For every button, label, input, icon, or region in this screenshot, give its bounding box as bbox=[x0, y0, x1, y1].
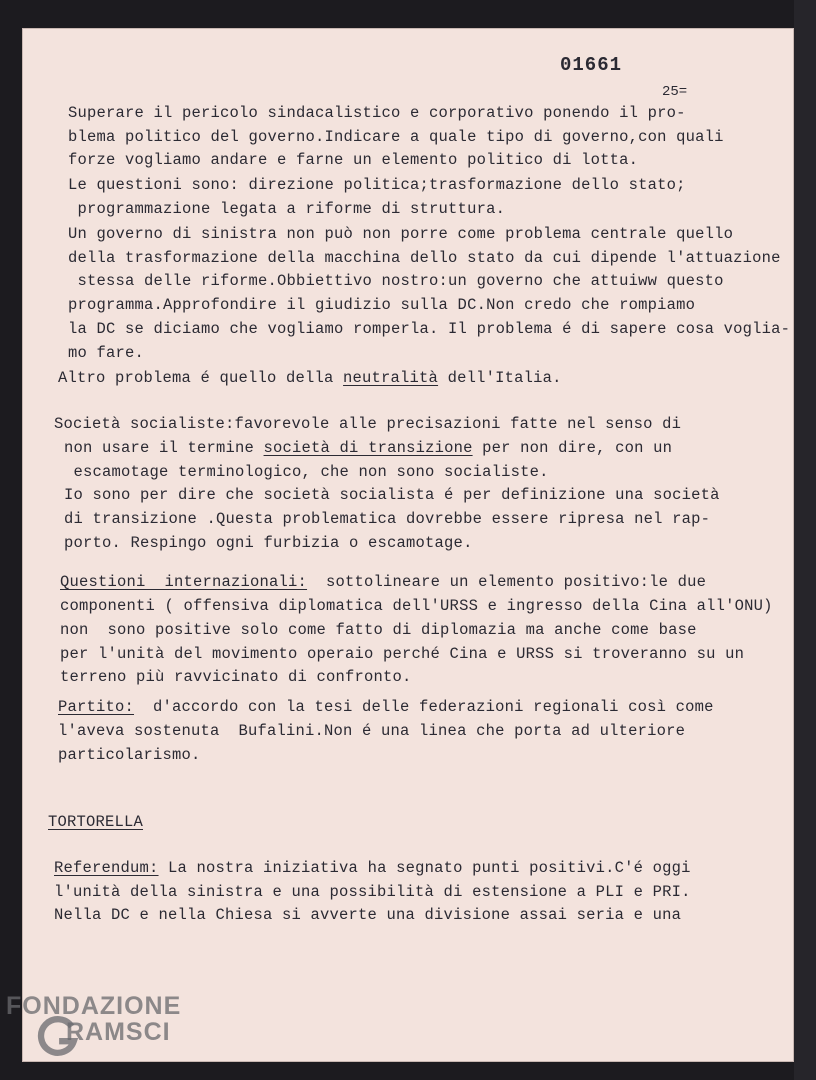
text-line: stessa delle riforme.Obbiettivo nostro:un governo che attuiww questo bbox=[68, 272, 724, 290]
text-line: l'aveva sostenuta Bufalini.Non é una linea che porta ad ulteriore bbox=[58, 722, 686, 740]
underlined-term: neutralità bbox=[343, 369, 439, 387]
text-line: escamotage terminologico, che non sono socialiste. bbox=[64, 463, 549, 481]
underlined-term: società di transizione bbox=[263, 439, 473, 457]
text-line: Società socialiste:favorevole alle precisazioni fatte nel senso di bbox=[54, 415, 682, 433]
text-line: terreno più ravvicinato di confronto. bbox=[60, 668, 412, 686]
text-line: della trasformazione della macchina dello stato da cui dipende l'attuazione bbox=[68, 249, 781, 267]
text-line: la DC se diciamo che vogliamo romperla. Il problema é di sapere cosa voglia- bbox=[68, 320, 791, 338]
text-line: porto. Respingo ogni furbizia o escamotage. bbox=[64, 534, 473, 552]
speaker-heading: TORTORELLA bbox=[48, 813, 144, 831]
text-line: Nella DC e nella Chiesa si avverte una divisione assai seria e una bbox=[54, 906, 682, 924]
text-line: per l'unità del movimento operaio perché Cina e URSS si troveranno su un bbox=[60, 645, 745, 663]
text-line: di transizione .Questa problematica dovrebbe essere ripresa nel rap- bbox=[64, 510, 711, 528]
text-line: non usare il termine società di transizione per non dire, con un bbox=[64, 439, 673, 457]
text-line: forze vogliamo andare e farne un elemento politico di lotta. bbox=[68, 151, 639, 169]
text-line: programmazione legata a riforme di struttura. bbox=[68, 200, 506, 218]
text-line: Io sono per dire che società socialista é per definizione una società bbox=[64, 486, 720, 504]
text-line: Un governo di sinistra non può non porre come problema centrale quello bbox=[68, 225, 734, 243]
section-heading: Referendum: bbox=[54, 859, 159, 877]
watermark-line1: FONDAZIONE bbox=[6, 992, 182, 1020]
fondazione-gramsci-watermark bbox=[6, 992, 206, 1062]
text-line: particolarismo. bbox=[58, 746, 201, 764]
text-line: Superare il pericolo sindacalistico e corporativo ponendo il pro- bbox=[68, 104, 686, 122]
background-edge bbox=[794, 0, 816, 1080]
text-line: Questioni internazionali: sottolineare un elemento positivo:le due bbox=[60, 573, 707, 591]
page-number: 25= bbox=[662, 84, 688, 100]
watermark-line2: RAMSCI bbox=[66, 1018, 171, 1046]
text-line: blema politico del governo.Indicare a quale tipo di governo,con quali bbox=[68, 128, 724, 146]
text-line: Referendum: La nostra iniziativa ha segnato punti positivi.C'é oggi bbox=[54, 859, 691, 877]
document-number: 01661 bbox=[560, 54, 623, 76]
text-line: mo fare. bbox=[68, 344, 145, 362]
section-heading: Partito: bbox=[58, 698, 135, 716]
text-line: Altro problema é quello della neutralità dell'Italia. bbox=[58, 369, 562, 387]
text-line: componenti ( offensiva diplomatica dell'URSS e ingresso della Cina all'ONU) bbox=[60, 597, 773, 615]
text-line: non sono positive solo come fatto di diplomazia ma anche come base bbox=[60, 621, 697, 639]
text-line: Partito: d'accordo con la tesi delle federazioni regionali così come bbox=[58, 698, 714, 716]
text-line: l'unità della sinistra e una possibilità di estensione a PLI e PRI. bbox=[54, 883, 691, 901]
text-line: Le questioni sono: direzione politica;trasformazione dello stato; bbox=[68, 176, 686, 194]
section-heading: Questioni internazionali: bbox=[60, 573, 308, 591]
text-line: programma.Approfondire il giudizio sulla DC.Non credo che rompiamo bbox=[68, 296, 696, 314]
